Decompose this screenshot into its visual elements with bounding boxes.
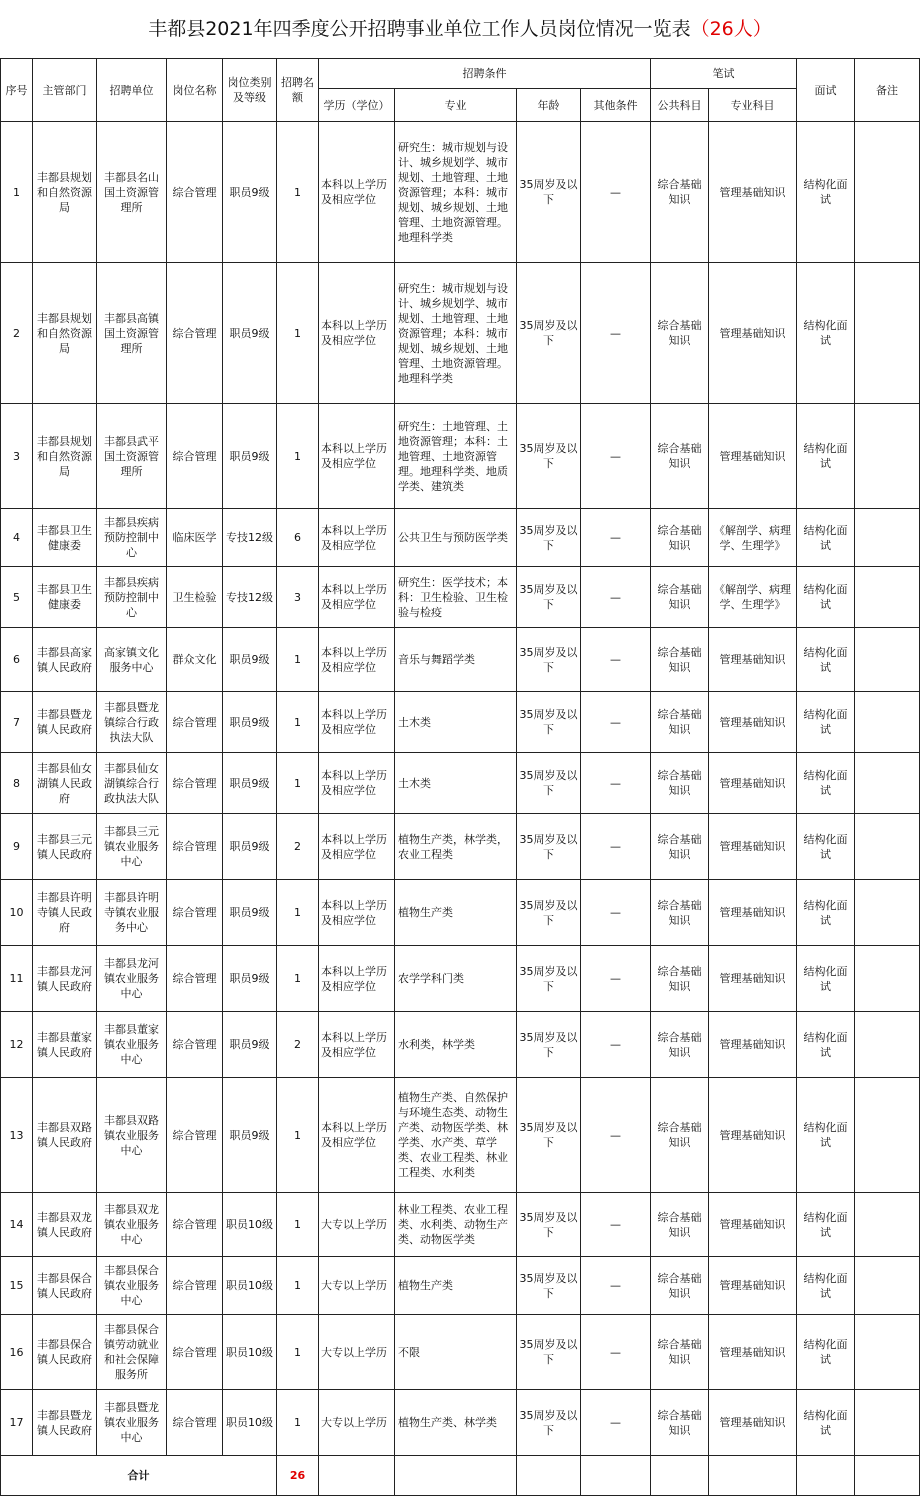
total-empty-public bbox=[651, 1456, 709, 1496]
cell-other: — bbox=[581, 1012, 651, 1078]
cell-unit: 丰都县武平国土资源管理所 bbox=[97, 404, 167, 509]
table-row bbox=[1, 263, 920, 404]
cell-edu: 本科以上学历及相应学位 bbox=[319, 946, 395, 1012]
cell-age: 35周岁及以下 bbox=[517, 1193, 581, 1257]
table-row bbox=[1, 880, 920, 946]
cell-other: — bbox=[581, 946, 651, 1012]
cell-interview: 结构化面试 bbox=[797, 1390, 855, 1456]
cell-seq: 11 bbox=[1, 946, 33, 1012]
cell-remark bbox=[855, 263, 920, 404]
cell-seq: 3 bbox=[1, 404, 33, 509]
cell-prof-subject: 管理基础知识 bbox=[709, 1012, 797, 1078]
cell-unit: 丰都县疾病预防控制中心 bbox=[97, 567, 167, 628]
cell-post: 综合管理 bbox=[167, 1390, 223, 1456]
cell-interview: 结构化面试 bbox=[797, 814, 855, 880]
cell-public-subject: 综合基础知识 bbox=[651, 1315, 709, 1390]
cell-dept: 丰都县许明寺镇人民政府 bbox=[33, 880, 97, 946]
cell-edu: 大专以上学历 bbox=[319, 1315, 395, 1390]
cell-unit: 丰都县仙女湖镇综合行政执法大队 bbox=[97, 753, 167, 814]
cell-major: 植物生产类 bbox=[395, 1257, 517, 1315]
cell-unit: 高家镇文化服务中心 bbox=[97, 628, 167, 692]
cell-interview: 结构化面试 bbox=[797, 753, 855, 814]
cell-quota: 1 bbox=[277, 1193, 319, 1257]
cell-unit: 丰都县保合镇劳动就业和社会保障服务所 bbox=[97, 1315, 167, 1390]
table-row bbox=[1, 1315, 920, 1390]
cell-major: 研究生：城市规划与设计、城乡规划学、城市规划、土地管理、土地资源管理；本科：城市规划、城乡规划、土地管理、土地资源管理。地理科学类 bbox=[395, 263, 517, 404]
cell-interview: 结构化面试 bbox=[797, 1012, 855, 1078]
cell-other: — bbox=[581, 692, 651, 753]
cell-post: 综合管理 bbox=[167, 946, 223, 1012]
cell-remark bbox=[855, 628, 920, 692]
cell-major: 土木类 bbox=[395, 753, 517, 814]
cell-unit: 丰都县高镇国土资源管理所 bbox=[97, 263, 167, 404]
cell-grade: 职员9级 bbox=[223, 880, 277, 946]
cell-post: 综合管理 bbox=[167, 1257, 223, 1315]
cell-edu: 本科以上学历及相应学位 bbox=[319, 880, 395, 946]
cell-public-subject: 综合基础知识 bbox=[651, 692, 709, 753]
cell-seq: 14 bbox=[1, 1193, 33, 1257]
cell-quota: 1 bbox=[277, 263, 319, 404]
cell-other: — bbox=[581, 1078, 651, 1193]
cell-edu: 本科以上学历及相应学位 bbox=[319, 509, 395, 567]
cell-dept: 丰都县仙女湖镇人民政府 bbox=[33, 753, 97, 814]
cell-interview: 结构化面试 bbox=[797, 263, 855, 404]
cell-post: 综合管理 bbox=[167, 753, 223, 814]
cell-post: 综合管理 bbox=[167, 814, 223, 880]
cell-post: 综合管理 bbox=[167, 880, 223, 946]
header-seq: 序号 bbox=[1, 59, 33, 122]
cell-prof-subject: 管理基础知识 bbox=[709, 692, 797, 753]
total-empty-edu bbox=[319, 1456, 395, 1496]
cell-age: 35周岁及以下 bbox=[517, 753, 581, 814]
cell-public-subject: 综合基础知识 bbox=[651, 122, 709, 263]
cell-grade: 职员9级 bbox=[223, 814, 277, 880]
cell-public-subject: 综合基础知识 bbox=[651, 263, 709, 404]
cell-seq: 4 bbox=[1, 509, 33, 567]
header-dept: 主管部门 bbox=[33, 59, 97, 122]
cell-age: 35周岁及以下 bbox=[517, 814, 581, 880]
table-row bbox=[1, 814, 920, 880]
cell-prof-subject: 管理基础知识 bbox=[709, 404, 797, 509]
cell-major: 植物生产类、自然保护与环境生态类、动物生产类、动物医学类、林学类、水产类、草学类、农业工程类、林业工程类、水利类 bbox=[395, 1078, 517, 1193]
cell-interview: 结构化面试 bbox=[797, 692, 855, 753]
cell-major: 林业工程类、农业工程类、水利类、动物生产类、动物医学类 bbox=[395, 1193, 517, 1257]
table-row bbox=[1, 946, 920, 1012]
total-empty-prof bbox=[709, 1456, 797, 1496]
cell-interview: 结构化面试 bbox=[797, 1078, 855, 1193]
cell-grade: 专技12级 bbox=[223, 567, 277, 628]
cell-quota: 1 bbox=[277, 946, 319, 1012]
title-text: 丰都县2021年四季度公开招聘事业单位工作人员岗位情况一览表 bbox=[148, 18, 691, 40]
table-row bbox=[1, 567, 920, 628]
cell-seq: 8 bbox=[1, 753, 33, 814]
cell-public-subject: 综合基础知识 bbox=[651, 567, 709, 628]
cell-other: — bbox=[581, 1257, 651, 1315]
cell-seq: 13 bbox=[1, 1078, 33, 1193]
cell-unit: 丰都县龙河镇农业服务中心 bbox=[97, 946, 167, 1012]
table-row bbox=[1, 1078, 920, 1193]
cell-other: — bbox=[581, 753, 651, 814]
cell-public-subject: 综合基础知识 bbox=[651, 628, 709, 692]
cell-edu: 本科以上学历及相应学位 bbox=[319, 263, 395, 404]
header-quota: 招聘名额 bbox=[277, 59, 319, 122]
header-interview: 面试 bbox=[797, 59, 855, 122]
cell-remark bbox=[855, 1257, 920, 1315]
cell-grade: 职员9级 bbox=[223, 263, 277, 404]
header-grade: 岗位类别及等级 bbox=[223, 59, 277, 122]
cell-seq: 17 bbox=[1, 1390, 33, 1456]
cell-dept: 丰都县规划和自然资源局 bbox=[33, 404, 97, 509]
cell-seq: 16 bbox=[1, 1315, 33, 1390]
cell-grade: 职员10级 bbox=[223, 1257, 277, 1315]
cell-dept: 丰都县暨龙镇人民政府 bbox=[33, 692, 97, 753]
cell-public-subject: 综合基础知识 bbox=[651, 880, 709, 946]
cell-major: 水利类，林学类 bbox=[395, 1012, 517, 1078]
cell-edu: 本科以上学历及相应学位 bbox=[319, 122, 395, 263]
cell-prof-subject: 管理基础知识 bbox=[709, 753, 797, 814]
cell-edu: 本科以上学历及相应学位 bbox=[319, 404, 395, 509]
cell-quota: 1 bbox=[277, 692, 319, 753]
cell-remark bbox=[855, 567, 920, 628]
cell-age: 35周岁及以下 bbox=[517, 692, 581, 753]
cell-other: — bbox=[581, 1390, 651, 1456]
table-row bbox=[1, 1012, 920, 1078]
cell-unit: 丰都县暨龙镇综合行政执法大队 bbox=[97, 692, 167, 753]
cell-public-subject: 综合基础知识 bbox=[651, 1193, 709, 1257]
cell-remark bbox=[855, 1012, 920, 1078]
cell-age: 35周岁及以下 bbox=[517, 628, 581, 692]
table-row bbox=[1, 122, 920, 263]
cell-public-subject: 综合基础知识 bbox=[651, 1012, 709, 1078]
cell-other: — bbox=[581, 263, 651, 404]
cell-grade: 职员9级 bbox=[223, 692, 277, 753]
cell-age: 35周岁及以下 bbox=[517, 1390, 581, 1456]
cell-prof-subject: 管理基础知识 bbox=[709, 1390, 797, 1456]
cell-age: 35周岁及以下 bbox=[517, 1315, 581, 1390]
table-row bbox=[1, 404, 920, 509]
cell-age: 35周岁及以下 bbox=[517, 880, 581, 946]
cell-quota: 1 bbox=[277, 628, 319, 692]
cell-unit: 丰都县暨龙镇农业服务中心 bbox=[97, 1390, 167, 1456]
cell-edu: 本科以上学历及相应学位 bbox=[319, 1078, 395, 1193]
cell-dept: 丰都县保合镇人民政府 bbox=[33, 1257, 97, 1315]
cell-prof-subject: 管理基础知识 bbox=[709, 1257, 797, 1315]
cell-unit: 丰都县疾病预防控制中心 bbox=[97, 509, 167, 567]
cell-age: 35周岁及以下 bbox=[517, 1078, 581, 1193]
cell-unit: 丰都县保合镇农业服务中心 bbox=[97, 1257, 167, 1315]
cell-quota: 1 bbox=[277, 753, 319, 814]
cell-quota: 1 bbox=[277, 1390, 319, 1456]
cell-prof-subject: 管理基础知识 bbox=[709, 946, 797, 1012]
cell-edu: 大专以上学历 bbox=[319, 1193, 395, 1257]
cell-dept: 丰都县三元镇人民政府 bbox=[33, 814, 97, 880]
header-remark: 备注 bbox=[855, 59, 920, 122]
cell-seq: 7 bbox=[1, 692, 33, 753]
cell-interview: 结构化面试 bbox=[797, 1193, 855, 1257]
cell-quota: 1 bbox=[277, 1078, 319, 1193]
cell-remark bbox=[855, 880, 920, 946]
cell-post: 综合管理 bbox=[167, 1012, 223, 1078]
cell-interview: 结构化面试 bbox=[797, 567, 855, 628]
cell-prof-subject: 管理基础知识 bbox=[709, 1315, 797, 1390]
cell-post: 综合管理 bbox=[167, 263, 223, 404]
cell-quota: 1 bbox=[277, 1257, 319, 1315]
cell-age: 35周岁及以下 bbox=[517, 263, 581, 404]
cell-seq: 5 bbox=[1, 567, 33, 628]
total-empty-interview bbox=[797, 1456, 855, 1496]
cell-public-subject: 综合基础知识 bbox=[651, 404, 709, 509]
cell-post: 综合管理 bbox=[167, 122, 223, 263]
cell-remark bbox=[855, 1078, 920, 1193]
cell-grade: 职员9级 bbox=[223, 1012, 277, 1078]
header-post: 岗位名称 bbox=[167, 59, 223, 122]
table-row bbox=[1, 753, 920, 814]
cell-prof-subject: 管理基础知识 bbox=[709, 814, 797, 880]
cell-seq: 15 bbox=[1, 1257, 33, 1315]
cell-edu: 本科以上学历及相应学位 bbox=[319, 567, 395, 628]
cell-quota: 2 bbox=[277, 814, 319, 880]
cell-interview: 结构化面试 bbox=[797, 1315, 855, 1390]
cell-dept: 丰都县高家镇人民政府 bbox=[33, 628, 97, 692]
table-row bbox=[1, 1257, 920, 1315]
cell-post: 卫生检验 bbox=[167, 567, 223, 628]
cell-edu: 大专以上学历 bbox=[319, 1390, 395, 1456]
cell-major: 研究生：土地管理、土地资源管理；本科：土地管理、土地资源管理。地理科学类、地质学类、建筑类 bbox=[395, 404, 517, 509]
cell-grade: 专技12级 bbox=[223, 509, 277, 567]
cell-age: 35周岁及以下 bbox=[517, 509, 581, 567]
cell-major: 农学学科门类 bbox=[395, 946, 517, 1012]
cell-remark bbox=[855, 1193, 920, 1257]
cell-seq: 6 bbox=[1, 628, 33, 692]
cell-other: — bbox=[581, 509, 651, 567]
header-other: 其他条件 bbox=[581, 89, 651, 122]
recruitment-table bbox=[0, 58, 920, 1496]
cell-interview: 结构化面试 bbox=[797, 1257, 855, 1315]
cell-major: 不限 bbox=[395, 1315, 517, 1390]
cell-age: 35周岁及以下 bbox=[517, 122, 581, 263]
cell-post: 临床医学 bbox=[167, 509, 223, 567]
table-row bbox=[1, 692, 920, 753]
cell-remark bbox=[855, 692, 920, 753]
cell-public-subject: 综合基础知识 bbox=[651, 1078, 709, 1193]
cell-remark bbox=[855, 753, 920, 814]
cell-other: — bbox=[581, 628, 651, 692]
cell-seq: 9 bbox=[1, 814, 33, 880]
cell-other: — bbox=[581, 1193, 651, 1257]
cell-prof-subject: 管理基础知识 bbox=[709, 263, 797, 404]
header-written: 笔试 bbox=[651, 59, 797, 89]
cell-other: — bbox=[581, 404, 651, 509]
cell-grade: 职员9级 bbox=[223, 122, 277, 263]
cell-other: — bbox=[581, 880, 651, 946]
header-major: 专业 bbox=[395, 89, 517, 122]
cell-major: 音乐与舞蹈学类 bbox=[395, 628, 517, 692]
cell-age: 35周岁及以下 bbox=[517, 404, 581, 509]
cell-edu: 大专以上学历 bbox=[319, 1257, 395, 1315]
cell-prof-subject: 管理基础知识 bbox=[709, 880, 797, 946]
cell-quota: 2 bbox=[277, 1012, 319, 1078]
cell-public-subject: 综合基础知识 bbox=[651, 946, 709, 1012]
cell-public-subject: 综合基础知识 bbox=[651, 1257, 709, 1315]
cell-major: 植物生产类，林学类，农业工程类 bbox=[395, 814, 517, 880]
cell-seq: 2 bbox=[1, 263, 33, 404]
cell-post: 综合管理 bbox=[167, 1193, 223, 1257]
cell-post: 综合管理 bbox=[167, 1315, 223, 1390]
cell-dept: 丰都县卫生健康委 bbox=[33, 509, 97, 567]
table-row bbox=[1, 1390, 920, 1456]
cell-post: 综合管理 bbox=[167, 404, 223, 509]
cell-unit: 丰都县双路镇农业服务中心 bbox=[97, 1078, 167, 1193]
cell-age: 35周岁及以下 bbox=[517, 1012, 581, 1078]
cell-public-subject: 综合基础知识 bbox=[651, 1390, 709, 1456]
cell-remark bbox=[855, 1315, 920, 1390]
cell-post: 综合管理 bbox=[167, 1078, 223, 1193]
header-unit: 招聘单位 bbox=[97, 59, 167, 122]
total-empty-major bbox=[395, 1456, 517, 1496]
total-row bbox=[1, 1456, 920, 1496]
cell-post: 群众文化 bbox=[167, 628, 223, 692]
table-row bbox=[1, 628, 920, 692]
cell-age: 35周岁及以下 bbox=[517, 946, 581, 1012]
cell-dept: 丰都县规划和自然资源局 bbox=[33, 122, 97, 263]
total-label: 合计 bbox=[1, 1456, 277, 1496]
cell-prof-subject: 管理基础知识 bbox=[709, 122, 797, 263]
cell-interview: 结构化面试 bbox=[797, 628, 855, 692]
header-public-subject: 公共科目 bbox=[651, 89, 709, 122]
cell-other: — bbox=[581, 567, 651, 628]
cell-other: — bbox=[581, 814, 651, 880]
cell-interview: 结构化面试 bbox=[797, 880, 855, 946]
cell-dept: 丰都县规划和自然资源局 bbox=[33, 263, 97, 404]
total-value: 26 bbox=[277, 1456, 319, 1496]
cell-quota: 1 bbox=[277, 404, 319, 509]
table-row bbox=[1, 509, 920, 567]
cell-grade: 职员10级 bbox=[223, 1193, 277, 1257]
cell-remark bbox=[855, 814, 920, 880]
cell-interview: 结构化面试 bbox=[797, 404, 855, 509]
header-edu: 学历（学位） bbox=[319, 89, 395, 122]
total-empty-remark bbox=[855, 1456, 920, 1496]
cell-major: 土木类 bbox=[395, 692, 517, 753]
cell-post: 综合管理 bbox=[167, 692, 223, 753]
cell-unit: 丰都县董家镇农业服务中心 bbox=[97, 1012, 167, 1078]
page-title bbox=[0, 0, 920, 58]
total-empty-other bbox=[581, 1456, 651, 1496]
cell-dept: 丰都县董家镇人民政府 bbox=[33, 1012, 97, 1078]
cell-quota: 1 bbox=[277, 1315, 319, 1390]
cell-dept: 丰都县双路镇人民政府 bbox=[33, 1078, 97, 1193]
cell-quota: 3 bbox=[277, 567, 319, 628]
cell-major: 植物生产类、林学类 bbox=[395, 1390, 517, 1456]
cell-seq: 1 bbox=[1, 122, 33, 263]
cell-grade: 职员9级 bbox=[223, 628, 277, 692]
cell-dept: 丰都县暨龙镇人民政府 bbox=[33, 1390, 97, 1456]
cell-other: — bbox=[581, 122, 651, 263]
cell-edu: 本科以上学历及相应学位 bbox=[319, 628, 395, 692]
cell-major: 植物生产类 bbox=[395, 880, 517, 946]
cell-edu: 本科以上学历及相应学位 bbox=[319, 692, 395, 753]
cell-grade: 职员9级 bbox=[223, 1078, 277, 1193]
cell-unit: 丰都县名山国土资源管理所 bbox=[97, 122, 167, 263]
cell-quota: 1 bbox=[277, 880, 319, 946]
cell-prof-subject: 《解剖学、病理学、生理学》 bbox=[709, 567, 797, 628]
cell-dept: 丰都县龙河镇人民政府 bbox=[33, 946, 97, 1012]
cell-seq: 10 bbox=[1, 880, 33, 946]
cell-age: 35周岁及以下 bbox=[517, 567, 581, 628]
cell-grade: 职员9级 bbox=[223, 404, 277, 509]
cell-remark bbox=[855, 509, 920, 567]
cell-prof-subject: 《解剖学、病理学、生理学》 bbox=[709, 509, 797, 567]
cell-grade: 职员10级 bbox=[223, 1390, 277, 1456]
cell-unit: 丰都县双龙镇农业服务中心 bbox=[97, 1193, 167, 1257]
cell-age: 35周岁及以下 bbox=[517, 1257, 581, 1315]
cell-dept: 丰都县保合镇人民政府 bbox=[33, 1315, 97, 1390]
table-row bbox=[1, 1193, 920, 1257]
cell-remark bbox=[855, 946, 920, 1012]
cell-interview: 结构化面试 bbox=[797, 946, 855, 1012]
cell-other: — bbox=[581, 1315, 651, 1390]
cell-grade: 职员10级 bbox=[223, 1315, 277, 1390]
cell-prof-subject: 管理基础知识 bbox=[709, 1193, 797, 1257]
cell-remark bbox=[855, 122, 920, 263]
cell-major: 研究生：城市规划与设计、城乡规划学、城市规划、土地管理、土地资源管理；本科：城市规划、城乡规划、土地管理、土地资源管理。地理科学类 bbox=[395, 122, 517, 263]
cell-edu: 本科以上学历及相应学位 bbox=[319, 1012, 395, 1078]
cell-interview: 结构化面试 bbox=[797, 122, 855, 263]
cell-prof-subject: 管理基础知识 bbox=[709, 1078, 797, 1193]
title-count: （26人） bbox=[690, 18, 772, 40]
cell-seq: 12 bbox=[1, 1012, 33, 1078]
cell-remark bbox=[855, 404, 920, 509]
cell-grade: 职员9级 bbox=[223, 753, 277, 814]
cell-public-subject: 综合基础知识 bbox=[651, 753, 709, 814]
cell-edu: 本科以上学历及相应学位 bbox=[319, 814, 395, 880]
cell-major: 公共卫生与预防医学类 bbox=[395, 509, 517, 567]
cell-interview: 结构化面试 bbox=[797, 509, 855, 567]
total-empty-age bbox=[517, 1456, 581, 1496]
cell-prof-subject: 管理基础知识 bbox=[709, 628, 797, 692]
cell-dept: 丰都县双龙镇人民政府 bbox=[33, 1193, 97, 1257]
header-prof-subject: 专业科目 bbox=[709, 89, 797, 122]
cell-edu: 本科以上学历及相应学位 bbox=[319, 753, 395, 814]
cell-quota: 6 bbox=[277, 509, 319, 567]
cell-public-subject: 综合基础知识 bbox=[651, 814, 709, 880]
cell-major: 研究生：医学技术；本科：卫生检验、卫生检验与检疫 bbox=[395, 567, 517, 628]
cell-remark bbox=[855, 1390, 920, 1456]
cell-grade: 职员9级 bbox=[223, 946, 277, 1012]
cell-dept: 丰都县卫生健康委 bbox=[33, 567, 97, 628]
cell-quota: 1 bbox=[277, 122, 319, 263]
cell-public-subject: 综合基础知识 bbox=[651, 509, 709, 567]
cell-unit: 丰都县三元镇农业服务中心 bbox=[97, 814, 167, 880]
header-conditions: 招聘条件 bbox=[319, 59, 651, 89]
header-age: 年龄 bbox=[517, 89, 581, 122]
cell-unit: 丰都县许明寺镇农业服务中心 bbox=[97, 880, 167, 946]
